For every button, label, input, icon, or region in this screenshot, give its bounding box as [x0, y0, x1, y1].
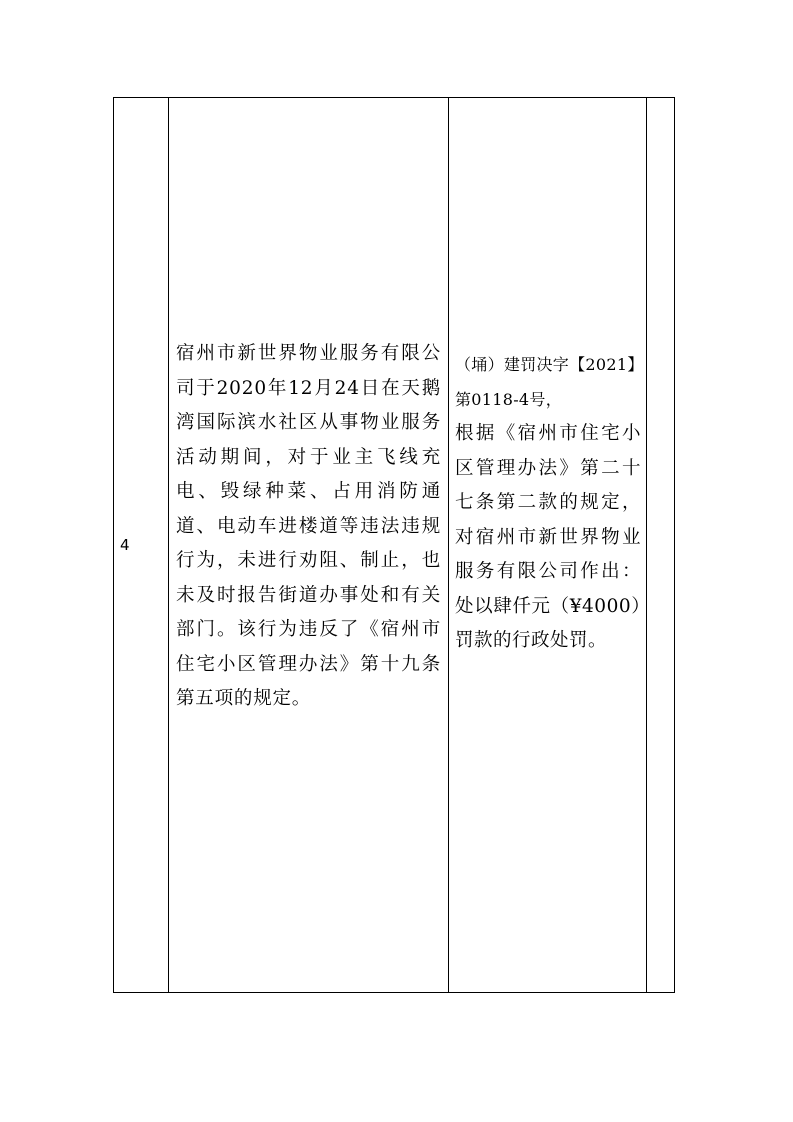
penalty-record-table	[113, 97, 675, 993]
table-row	[114, 98, 675, 993]
record-number: 4	[120, 536, 130, 554]
violation-cell	[169, 98, 449, 993]
note-cell	[647, 98, 675, 993]
case-number-line2: 第0118-4号，	[455, 389, 563, 409]
violation-text: 宿州市新世界物业服务有限公司于2020年12月24日在天鹅湾国际滨水社区从事物业服务活动期间，对于业主飞线充电、毁绿种菜、占用消防通道、电动车进楼道等违法违规行为，未进行劝阻、制止，也未及时报告街道办事处和有关部门。该行为违反了《宿州市住宅小区管理办法》第十九条第五项的规定。	[176, 343, 441, 710]
case-number-line1: （埇）建罚决字【2021】	[455, 355, 644, 374]
record-number-cell	[114, 98, 169, 993]
penalty-cell	[449, 98, 647, 993]
penalty-text: 根据《宿州市住宅小区管理办法》第二十七条第二款的规定，对宿州市新世界物业服务有限公司作出：处以肆仟元（¥4000）罚款的行政处罚。	[455, 423, 641, 651]
